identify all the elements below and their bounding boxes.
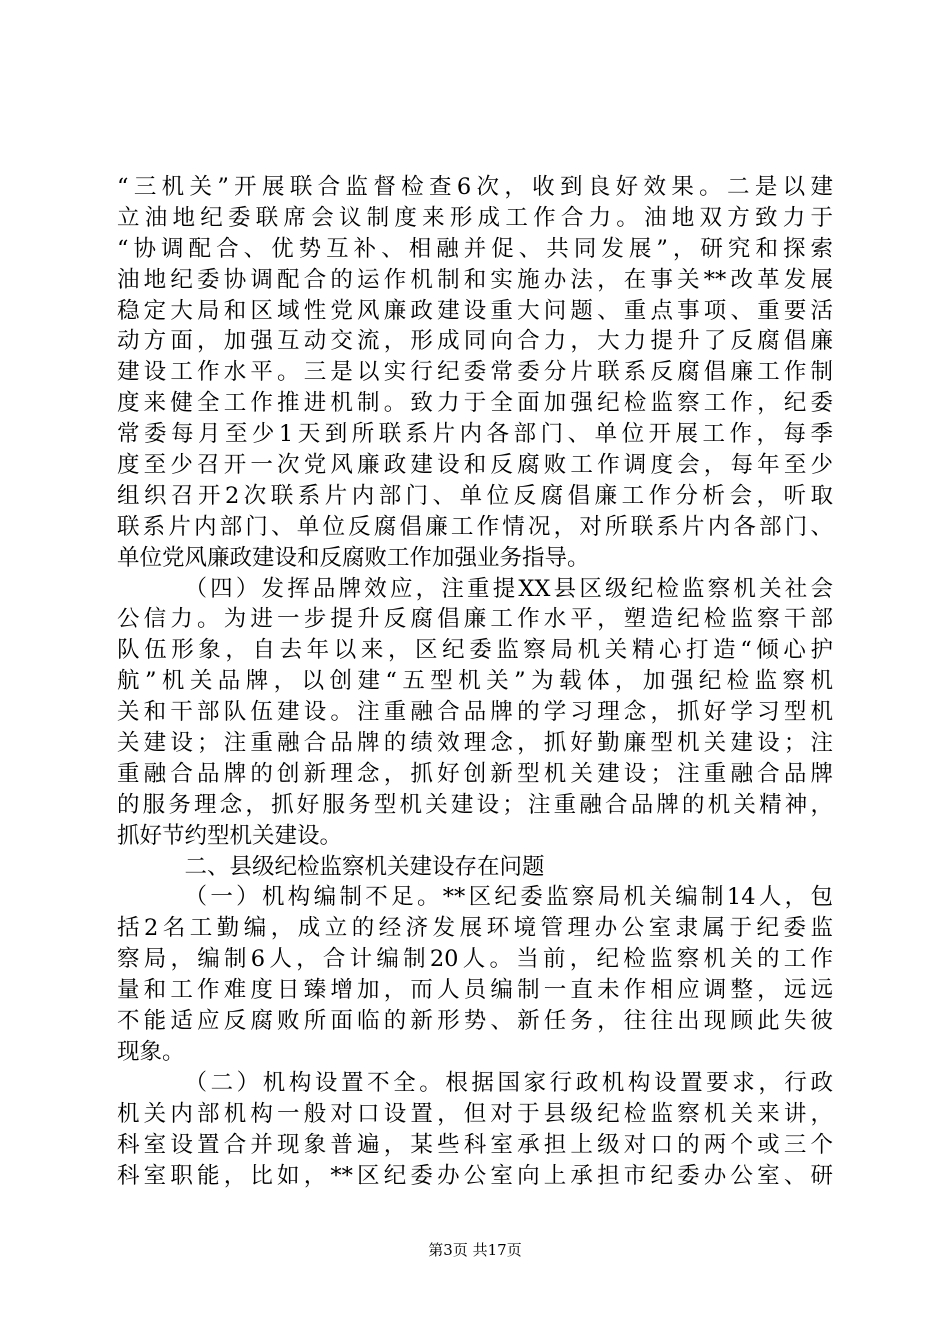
text-line: 航”机关品牌，以创建“五型机关”为载体，加强纪检监察机 xyxy=(117,668,833,695)
page-footer: 第3页 共17页 xyxy=(428,1241,522,1259)
text-line: 现象。 xyxy=(117,1038,185,1065)
text-line: 二、县级纪检监察机关建设存在问题 xyxy=(184,853,545,880)
text-line: 公信力。为进一步提升反腐倡廉工作水平，塑造纪检监察干部 xyxy=(117,606,833,633)
text-line: 度至少召开一次党风廉政建设和反腐败工作调度会，每年至少 xyxy=(117,452,833,479)
text-line: 关建设；注重融合品牌的绩效理念，抓好勤廉型机关建设；注 xyxy=(117,730,833,757)
text-line: 的服务理念，抓好服务型机关建设；注重融合品牌的机关精神， xyxy=(117,791,833,818)
text-line: “三机关”开展联合监督检查6次，收到良好效果。二是以建 xyxy=(117,174,833,200)
text-line: （二）机构设置不全。根据国家行政机构设置要求，行政 xyxy=(184,1069,833,1096)
text-line: 察局，编制6人，合计编制20人。当前，纪检监察机关的工作 xyxy=(117,946,833,973)
text-line: 组织召开2次联系片内部门、单位反腐倡廉工作分析会，听取 xyxy=(117,482,833,509)
text-line: 量和工作难度日臻增加，而人员编制一直未作相应调整，远远 xyxy=(117,977,833,1004)
text-line: 括2名工勤编，成立的经济发展环境管理办公室隶属于纪委监 xyxy=(117,915,833,942)
text-line: 建设工作水平。三是以实行纪委常委分片联系反腐倡廉工作制 xyxy=(117,359,833,386)
text-line: 动方面，加强互动交流，形成同向合力，大力提升了反腐倡廉 xyxy=(117,328,833,355)
text-line: 重融合品牌的创新理念，抓好创新型机关建设；注重融合品牌 xyxy=(117,760,833,787)
text-line: 单位党风廉政建设和反腐败工作加强业务指导。 xyxy=(117,544,590,571)
text-line: 不能适应反腐败所面临的新形势、新任务，往往出现顾此失彼 xyxy=(117,1008,833,1035)
text-line: 机关内部机构一般对口设置，但对于县级纪检监察机关来讲， xyxy=(117,1100,833,1127)
text-line: 联系片内部门、单位反腐倡廉工作情况，对所联系片内各部门、 xyxy=(117,513,833,540)
document-body xyxy=(117,172,833,1191)
text-line: 常委每月至少1天到所联系片内各部门、单位开展工作，每季 xyxy=(117,421,833,448)
text-line: （四）发挥品牌效应，注重提XX县区级纪检监察机关社会 xyxy=(184,575,833,602)
text-line: “协调配合、优势互补、相融并促、共同发展”，研究和探索 xyxy=(117,235,833,262)
text-line: 油地纪委协调配合的运作机制和实施办法，在事关**改革发展 xyxy=(117,266,833,293)
text-line: 队伍形象，自去年以来，区纪委监察局机关精心打造“倾心护 xyxy=(117,637,833,664)
text-line: 科室设置合并现象普遍，某些科室承担上级对口的两个或三个 xyxy=(117,1131,833,1158)
text-line: 关和干部队伍建设。注重融合品牌的学习理念，抓好学习型机 xyxy=(117,699,833,726)
text-line: （一）机构编制不足。**区纪委监察局机关编制14人，包 xyxy=(184,884,833,911)
text-line: 科室职能，比如，**区纪委办公室向上承担市纪委办公室、研 xyxy=(117,1162,833,1189)
text-line: 抓好节约型机关建设。 xyxy=(117,822,343,849)
text-line: 稳定大局和区域性党风廉政建设重大问题、重点事项、重要活 xyxy=(117,297,833,324)
text-line: 度来健全工作推进机制。致力于全面加强纪检监察工作，纪委 xyxy=(117,390,833,417)
text-line: 立油地纪委联席会议制度来形成工作合力。油地双方致力于 xyxy=(117,204,833,231)
